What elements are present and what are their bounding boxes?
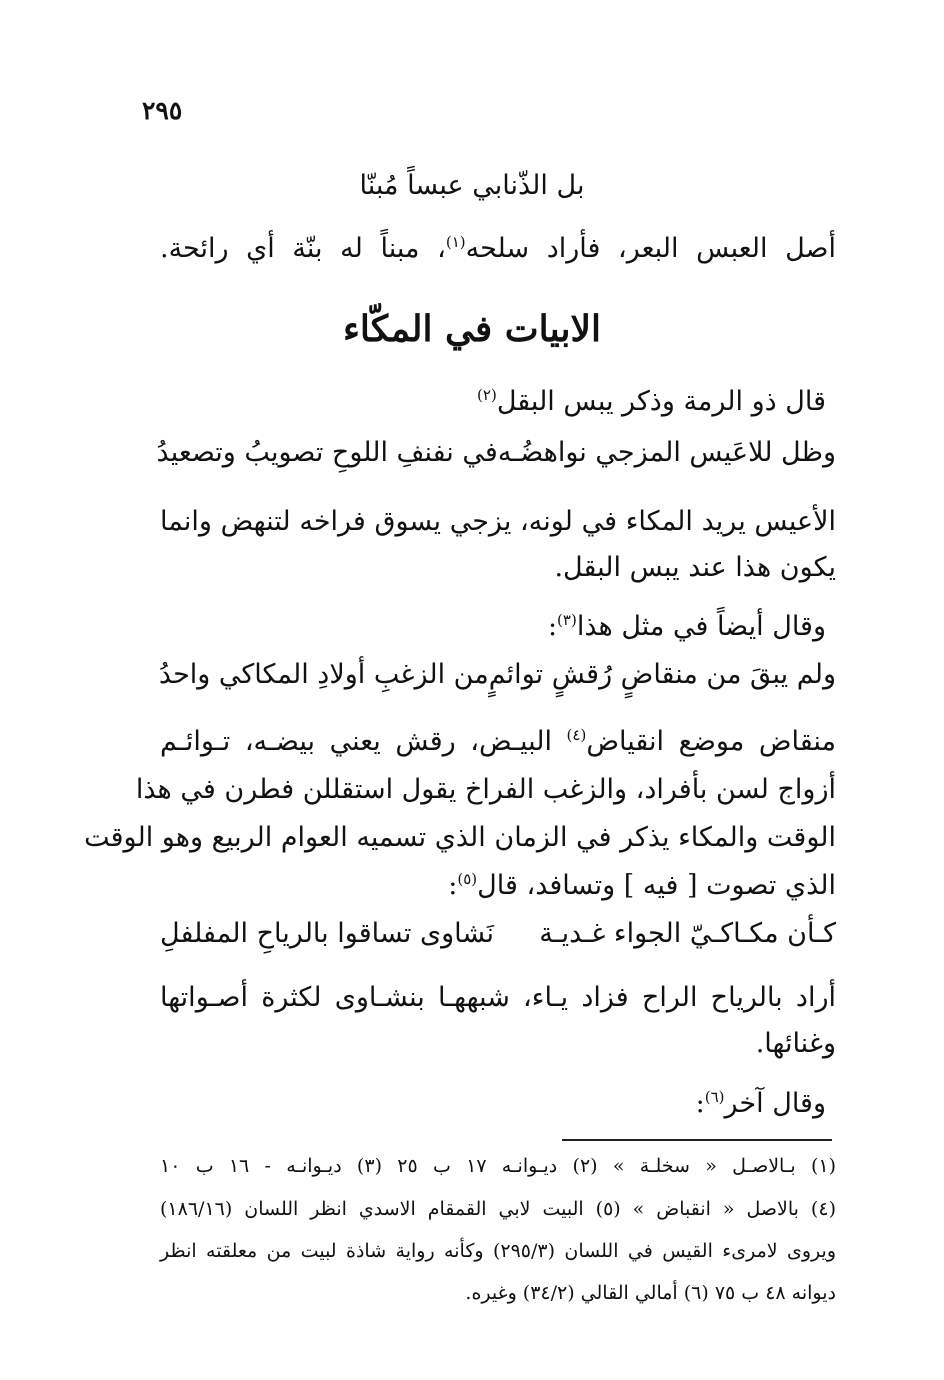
footnote-line-4: ديوانه ٤٨ ب ٧٥ (٦) أمالي القالي (٣٤/٢) وغيره. xyxy=(465,1282,836,1304)
paragraph-6-text: وقال آخر xyxy=(724,1088,826,1119)
paragraph-4-line-4 xyxy=(448,866,836,906)
verse-3-second-hemistich: نَشاوى تساقوا بالرياحِ المفلفلِ xyxy=(160,918,495,949)
paragraph-5-line-2: وغنائها. xyxy=(755,1028,836,1059)
section-heading: الابيات في المكّاء xyxy=(342,308,602,350)
footnote-separator xyxy=(562,1139,832,1141)
verse-1-second-hemistich: في نفنفِ اللوحِ تصويبُ وتصعيدُ xyxy=(156,437,498,468)
paragraph-4-line-2: أزواج لسن بأفراد، والزغب الفراخ يقول استقللن فطرن في هذا xyxy=(135,774,836,805)
verse-fragment: بل الذّنابي عبساً مُبنّا xyxy=(359,170,585,201)
paragraph-4-line-4-b: : xyxy=(448,870,458,901)
page-number: ٢٩٥ xyxy=(142,96,183,125)
paragraph-6 xyxy=(696,1084,826,1124)
verse-2-first-hemistich: ولم يبقَ من منقاضٍ رُقشٍ توائمٍ xyxy=(488,659,836,690)
verse-2 xyxy=(160,655,836,695)
paragraph-5-line-1: أراد بالرياح الراح فزاد يـاء، شبههـا بنشـاوى لكثرة أصـواتها xyxy=(160,982,836,1013)
intro-text: أصل العبس البعر، فأراد سلحه xyxy=(465,233,836,264)
footnote-line-2: (٤) بالاصل « انقباض » (٥) البيت لابي القمقام الاسدي انظر اللسان (١٨٦/١٦) xyxy=(160,1198,836,1220)
paragraph-4-line-1-b: البيـض، رقش يعني بيضـه، تـوائـم xyxy=(160,726,552,757)
paragraph-4-line-1 xyxy=(160,722,836,762)
verse-3 xyxy=(160,914,836,954)
verse-3-first-hemistich: كـأن مكـاكـيّ الجواء غـديـة xyxy=(539,918,836,949)
paragraph-1 xyxy=(477,382,826,422)
paragraph-1-text: قال ذو الرمة وذكر يبس البقل xyxy=(496,386,826,417)
paragraph-4-line-1-a: منقاض موضع انقياض xyxy=(586,726,836,757)
paragraph-4-line-4-a: الذي تصوت [ فيه ] وتسافد، قال xyxy=(477,870,836,901)
footnote-ref-1: (١) xyxy=(445,233,466,251)
paragraph-3 xyxy=(548,607,826,647)
paragraph-6-text-after: : xyxy=(695,1088,705,1119)
footnote-ref-2: (٢) xyxy=(477,386,497,404)
paragraph-2-line-2: يكون هذا عند يبس البقل. xyxy=(554,552,836,583)
verse-2-second-hemistich: من الزغبِ أولادِ المكاكي واحدُ xyxy=(158,659,489,690)
paragraph-4-line-3: الوقت والمكاء يذكر في الزمان الذي تسميه العوام الربيع وهو الوقت xyxy=(84,822,836,853)
footnote-line-1: (١) بـالاصـل « سخلـة » (٢) ديـوانـه ١٧ ب ٢٥ (٣) ديـوانـه - ١٦ ب ١٠ xyxy=(160,1155,837,1177)
footnote-ref-4: (٤) xyxy=(566,726,587,744)
verse-1-first-hemistich: وظل للاعَيس المزجي نواهضُـه xyxy=(497,437,836,468)
footnote-ref-6: (٦) xyxy=(704,1088,725,1106)
footnote-ref-5: (٥) xyxy=(457,870,478,888)
footnote-line-3: ويروى لامرىء القيس في اللسان (٢٩٥/٣) وكأنه رواية شاذة لبيت من معلقته انظر xyxy=(160,1240,836,1262)
paragraph-3-text-after: : xyxy=(547,611,558,642)
paragraph-2-line-1: الأعيس يريد المكاء في لونه، يزجي يسوق فراخه لتنهض وانما xyxy=(160,506,836,537)
paragraph-3-text: وقال أيضاً في مثل هذا xyxy=(576,611,826,642)
intro-text-after: ، مبناً له بنّة أي رائحة. xyxy=(160,233,446,264)
intro-paragraph xyxy=(160,229,836,269)
footnote-ref-3: (٣) xyxy=(557,611,577,629)
verse-1 xyxy=(156,433,836,473)
